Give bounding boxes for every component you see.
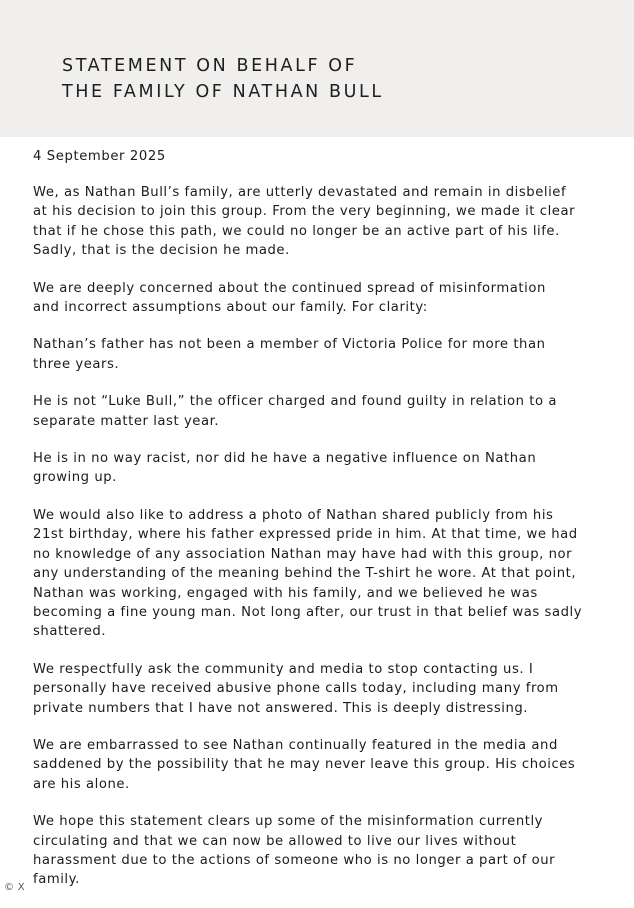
paragraph-line: 21st birthday, where his father expressed pride in him. At that time, we had <box>33 527 578 543</box>
paragraph-line: separate matter last year. <box>33 413 220 429</box>
paragraph-line: that if he chose this path, we could no longer be an active part of his life. <box>33 223 560 239</box>
statement-paragraph <box>33 660 613 718</box>
paragraph-line: three years. <box>33 356 120 372</box>
paragraph-line: family. <box>33 872 80 888</box>
paragraph-line: We are deeply concerned about the continued spread of misinformation <box>33 280 546 296</box>
paragraph-line: He is not “Luke Bull,” the officer charged and found guilty in relation to a <box>33 394 557 410</box>
paragraph-line: saddened by the possibility that he may never leave this group. His choices <box>33 757 576 773</box>
statement-date: 4 September 2025 <box>33 149 166 164</box>
paragraph-line: Nathan’s father has not been a member of Victoria Police for more than <box>33 337 546 353</box>
paragraph-line: becoming a fine young man. Not long after, our trust in that belief was sadly <box>33 604 583 620</box>
paragraph-line: Nathan was working, engaged with his family, and we believed he was <box>33 585 538 601</box>
paragraph-line: circulating and that we can now be allowed to live our lives without <box>33 833 517 849</box>
paragraph-line: are his alone. <box>33 776 130 792</box>
statement-paragraph <box>33 812 613 890</box>
paragraph-line: shattered. <box>33 624 107 640</box>
paragraph-line: He is in no way racist, nor did he have a negative influence on Nathan <box>33 451 537 467</box>
paragraph-line: Sadly, that is the decision he made. <box>33 243 290 259</box>
paragraph-line: We are embarrassed to see Nathan continually featured in the media and <box>33 737 558 753</box>
paragraph-line: no knowledge of any association Nathan may have had with this group, nor <box>33 546 573 562</box>
paragraph-line: growing up. <box>33 470 117 486</box>
paragraph-line: private numbers that I have not answered. This is deeply distressing. <box>33 700 529 716</box>
header-band <box>0 0 634 137</box>
statement-paragraph <box>33 183 613 261</box>
paragraph-line: We hope this statement clears up some of the misinformation currently <box>33 814 544 830</box>
statement-paragraph <box>33 392 613 431</box>
statement-title-line-2: THE FAMILY OF NATHAN BULL <box>62 82 384 102</box>
statement-title-line-1: STATEMENT ON BEHALF OF <box>62 56 358 76</box>
paragraph-line: and incorrect assumptions about our family. For clarity: <box>33 300 428 316</box>
paragraph-line: personally have received abusive phone calls today, including many from <box>33 681 559 697</box>
statement-paragraph <box>33 449 613 488</box>
paragraph-line: harassment due to the actions of someone who is no longer a part of our <box>33 852 556 868</box>
statement-paragraph <box>33 279 613 318</box>
paragraph-line: We respectfully ask the community and media to stop contacting us. I <box>33 661 534 677</box>
statement-paragraph <box>33 736 613 794</box>
paragraph-line: at his decision to join this group. From the very beginning, we made it clear <box>33 204 576 220</box>
paragraph-list <box>33 183 613 890</box>
statement-paragraph <box>33 506 613 642</box>
statement-body <box>33 147 613 908</box>
paragraph-line: We, as Nathan Bull’s family, are utterly devastated and remain in disbelief <box>33 185 567 200</box>
paragraph-line: We would also like to address a photo of Nathan shared publicly from his <box>33 507 554 523</box>
copyright-watermark: © X <box>4 882 25 893</box>
statement-paragraph <box>33 335 613 374</box>
paragraph-line: any understanding of the meaning behind the T-shirt he wore. At that point, <box>33 566 577 582</box>
